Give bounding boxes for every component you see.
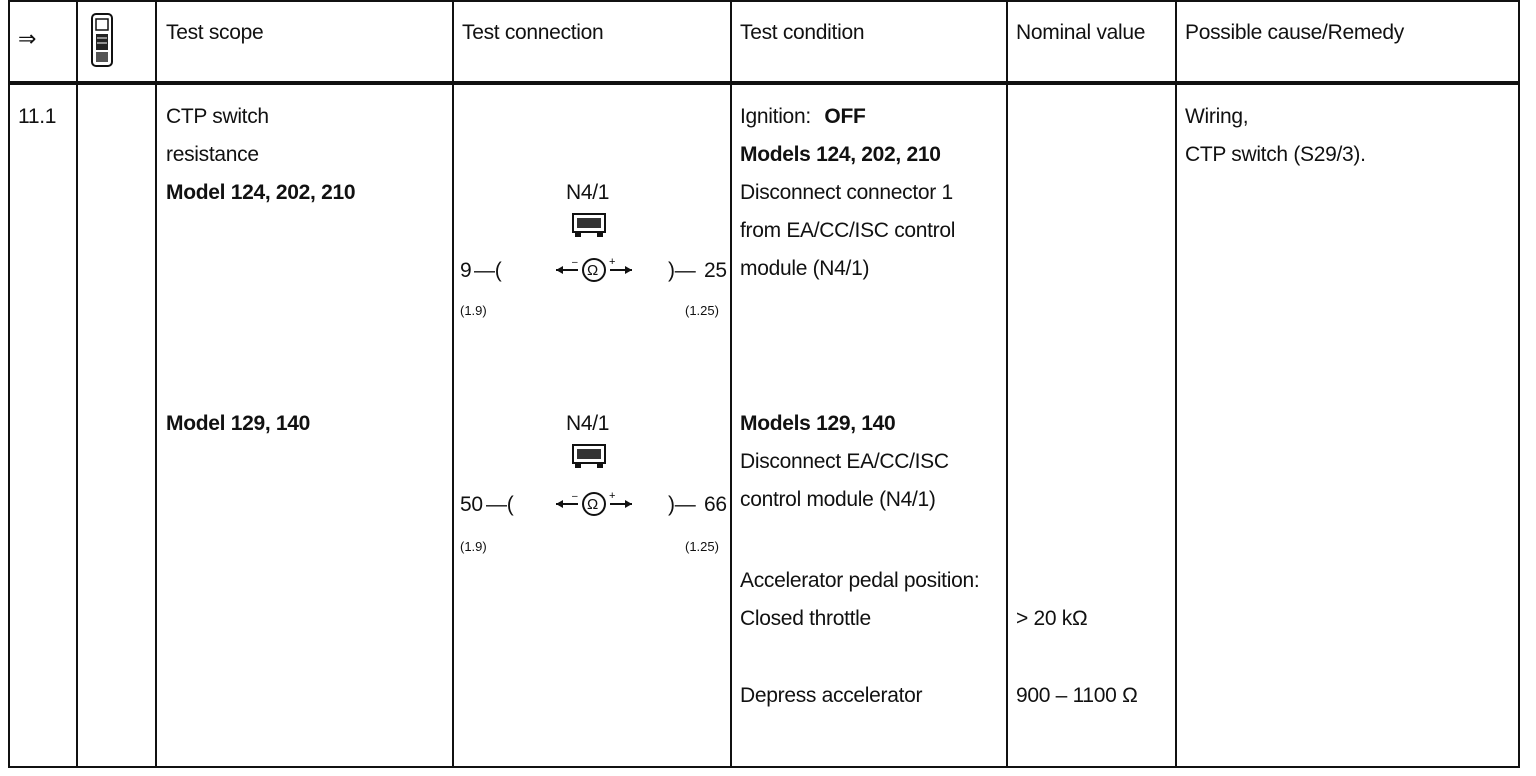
header-possible-cause: Possible cause/Remedy (1185, 21, 1404, 44)
ignition-label: Ignition: (740, 105, 811, 128)
svg-text:+: + (609, 490, 616, 502)
plug-right-icon: )— (668, 259, 696, 282)
condition-line: Disconnect EA/CC/ISC (740, 450, 949, 473)
column-divider (155, 0, 157, 768)
connection-module-label: N4/1 (566, 181, 610, 204)
svg-text:+: + (609, 256, 616, 268)
condition-line: Closed throttle (740, 607, 871, 630)
scope-line: CTP switch (166, 105, 269, 128)
handheld-tester-icon (90, 12, 116, 70)
scope-model-a: Model 124, 202, 210 (166, 181, 356, 204)
header-nominal-value: Nominal value (1016, 21, 1146, 44)
header-test-connection: Test connection (462, 21, 604, 44)
wire-gauge-right: (1.25) (685, 303, 719, 318)
ohm-symbol: Ω (587, 262, 598, 279)
nominal-depressed: 900 – 1100 Ω (1016, 684, 1138, 707)
svg-text:–: – (572, 491, 578, 502)
scope-model-b: Model 129, 140 (166, 412, 311, 435)
table-top-border (8, 0, 1520, 2)
control-module-icon (571, 443, 609, 471)
condition-ignition (740, 98, 866, 136)
plug-right-icon: )— (668, 493, 696, 516)
condition-line: Accelerator pedal position: (740, 569, 980, 592)
scope-line: resistance (166, 143, 259, 166)
condition-line: from EA/CC/ISC control (740, 219, 956, 242)
arrow-icon: ⇒ (18, 26, 37, 51)
ignition-value: OFF (824, 105, 866, 128)
condition-models-a: Models 124, 202, 210 (740, 143, 941, 166)
connection-pin-right: 66 (704, 493, 727, 516)
column-divider (76, 0, 78, 768)
control-module-icon (571, 212, 609, 240)
column-divider (1175, 0, 1177, 768)
connection-pin-right: 25 (704, 259, 727, 282)
column-divider (8, 0, 10, 768)
column-divider (730, 0, 732, 768)
condition-models-b: Models 129, 140 (740, 412, 896, 435)
header-separator (8, 81, 1520, 85)
cause-line: Wiring, (1185, 105, 1249, 128)
svg-text:–: – (572, 257, 578, 268)
header-test-condition: Test condition (740, 21, 865, 44)
test-table (8, 0, 1520, 768)
step-number: 11.1 (18, 105, 57, 128)
ohm-symbol: Ω (587, 496, 598, 513)
plug-left-icon: —( (474, 259, 502, 282)
condition-line: control module (N4/1) (740, 488, 936, 511)
wire-gauge-left: (1.9) (460, 539, 487, 554)
table-bottom-border (8, 766, 1520, 768)
condition-line: Disconnect connector 1 (740, 181, 953, 204)
connection-module-label: N4/1 (566, 412, 610, 435)
header-test-scope: Test scope (166, 21, 264, 44)
plug-left-icon: —( (486, 493, 514, 516)
connection-pin-left: 50 (460, 493, 483, 516)
condition-line: module (N4/1) (740, 257, 870, 280)
connection-pin-left: 9 (460, 259, 472, 282)
wire-gauge-left: (1.9) (460, 303, 487, 318)
column-divider (452, 0, 454, 768)
cause-line: CTP switch (S29/3). (1185, 143, 1366, 166)
column-divider (1006, 0, 1008, 768)
wire-gauge-right: (1.25) (685, 539, 719, 554)
condition-line: Depress accelerator (740, 684, 923, 707)
nominal-closed: > 20 kΩ (1016, 607, 1088, 630)
column-divider (1518, 0, 1520, 768)
